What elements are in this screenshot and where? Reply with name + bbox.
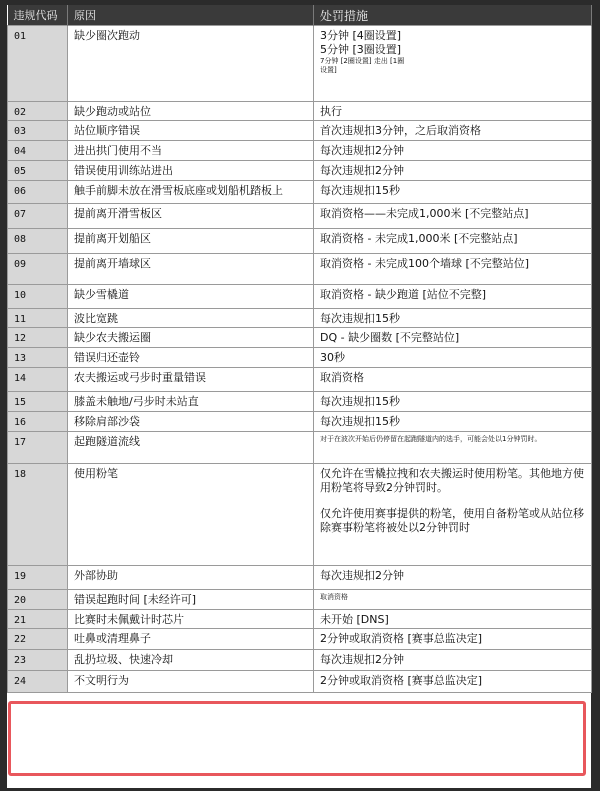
table-row (8, 26, 592, 102)
row-penalty (314, 671, 592, 693)
penalty-line: 未开始 [DNS] (320, 613, 389, 626)
penalty-line: 3分钟 [4圈设置] (320, 29, 402, 42)
row-reason: 提前离开滑雪板区 (68, 204, 314, 229)
penalty-line: 取消资格 (320, 371, 364, 384)
row-code: 21 (8, 610, 68, 629)
table-row (8, 181, 592, 204)
table-row (8, 432, 592, 464)
row-code: 06 (8, 181, 68, 204)
row-penalty (314, 629, 592, 650)
row-code: 15 (8, 392, 68, 412)
row-penalty (314, 368, 592, 392)
row-penalty (314, 161, 592, 181)
row-penalty (314, 285, 592, 309)
row-penalty (314, 121, 592, 141)
row-reason: 起跑隧道流线 (68, 432, 314, 464)
row-reason: 缺少农夫搬运圈 (68, 328, 314, 348)
row-code: 16 (8, 412, 68, 432)
table-row (8, 392, 592, 412)
penalty-line: 执行 (320, 105, 342, 118)
header-penalty: 处罚措施 (314, 5, 592, 26)
table-row (8, 590, 592, 610)
table-row (8, 229, 592, 254)
row-reason: 不文明行为 (68, 671, 314, 693)
row-code: 11 (8, 309, 68, 328)
penalty-line: 2分钟或取消资格 [赛事总监决定] (320, 632, 483, 645)
table-row (8, 121, 592, 141)
table-row (8, 368, 592, 392)
penalty-line: 取消资格 - 未完成1,000米 [不完整站点] (320, 232, 518, 245)
row-penalty (314, 254, 592, 285)
row-reason: 使用粉笔 (68, 464, 314, 566)
row-code: 03 (8, 121, 68, 141)
table-row (8, 464, 592, 566)
table-row (8, 610, 592, 629)
row-code: 05 (8, 161, 68, 181)
row-code: 02 (8, 102, 68, 121)
row-reason: 进出拱门使用不当 (68, 141, 314, 161)
table-row (8, 204, 592, 229)
row-penalty (314, 590, 592, 610)
table-row (8, 348, 592, 368)
header-reason: 原因 (68, 5, 314, 26)
row-reason: 波比宽跳 (68, 309, 314, 328)
penalty-line: 5分钟 [3圈设置] (320, 43, 402, 56)
row-reason: 触手前脚未放在滑雪板底座或划船机踏板上 (68, 181, 314, 204)
row-penalty (314, 328, 592, 348)
penalty-line: 每次违规扣2分钟 (320, 569, 404, 582)
row-penalty (314, 26, 592, 102)
penalty-note: 对于在波次开始后仍停留在起跑隧道内的选手，可能会处以1分钟罚时。 (320, 435, 542, 443)
row-reason: 错误归还壶铃 (68, 348, 314, 368)
row-reason: 缺少跑动或站位 (68, 102, 314, 121)
row-penalty (314, 464, 592, 566)
table-row (8, 102, 592, 121)
row-code: 01 (8, 26, 68, 102)
row-reason: 比赛时未佩戴计时芯片 (68, 610, 314, 629)
penalty-line: 每次违规扣2分钟 (320, 164, 404, 177)
header-code: 违规代码 (8, 5, 68, 26)
row-code: 14 (8, 368, 68, 392)
penalty-line: 每次违规扣2分钟 (320, 144, 404, 157)
row-code: 22 (8, 629, 68, 650)
row-code: 23 (8, 650, 68, 671)
penalty-line: 每次违规扣15秒 (320, 395, 400, 408)
penalty-line: 每次违规扣15秒 (320, 312, 400, 325)
table-header-row (8, 5, 592, 26)
row-penalty (314, 610, 592, 629)
table-row (8, 328, 592, 348)
row-penalty (314, 412, 592, 432)
penalty-line: 仅允许使用赛事提供的粉笔，使用自备粉笔或从站位移除赛事粉笔将被处以2分钟罚时 (320, 507, 584, 534)
row-penalty (314, 181, 592, 204)
table-row (8, 650, 592, 671)
penalty-line: 取消资格 - 缺少跑道 [站位不完整] (320, 288, 487, 301)
table-row (8, 566, 592, 590)
row-penalty (314, 204, 592, 229)
table-row (8, 671, 592, 693)
row-penalty (314, 229, 592, 254)
row-code: 12 (8, 328, 68, 348)
penalty-line: 每次违规扣2分钟 (320, 653, 404, 666)
row-reason: 农夫搬运或弓步时重量错误 (68, 368, 314, 392)
row-penalty (314, 309, 592, 328)
row-penalty (314, 141, 592, 161)
row-reason: 缺少雪橇道 (68, 285, 314, 309)
penalty-line: 仅允许在雪橇拉拽和农夫搬运时使用粉笔。其他地方使用粉笔将导致2分钟罚时。 (320, 467, 584, 494)
table-row (8, 629, 592, 650)
row-reason: 吐鼻或清理鼻子 (68, 629, 314, 650)
row-penalty (314, 102, 592, 121)
row-penalty (314, 432, 592, 464)
penalty-note: 7分钟 [2圈设置] 走出 [1圈 (320, 57, 405, 65)
row-reason: 提前离开墙球区 (68, 254, 314, 285)
row-penalty (314, 650, 592, 671)
penalty-table (7, 5, 592, 693)
penalty-line: 取消资格——未完成1,000米 [不完整站点] (320, 207, 529, 220)
row-code: 07 (8, 204, 68, 229)
penalty-line: 30秒 (320, 351, 345, 364)
rules-document (7, 5, 591, 788)
penalty-line: 首次违规扣3分钟，之后取消资格 (320, 124, 481, 137)
row-code: 09 (8, 254, 68, 285)
table-row (8, 141, 592, 161)
penalty-line: 2分钟或取消资格 [赛事总监决定] (320, 674, 483, 687)
table-row (8, 412, 592, 432)
row-code: 10 (8, 285, 68, 309)
penalty-line: 每次违规扣15秒 (320, 415, 400, 428)
row-reason: 膝盖未触地/弓步时未站直 (68, 392, 314, 412)
table-row (8, 254, 592, 285)
row-penalty (314, 348, 592, 368)
row-code: 20 (8, 590, 68, 610)
row-reason: 错误使用训练站进出 (68, 161, 314, 181)
row-code: 08 (8, 229, 68, 254)
penalty-note: 设置] (320, 66, 337, 74)
table-row (8, 285, 592, 309)
penalty-line: 每次违规扣15秒 (320, 184, 400, 197)
penalty-line: 取消资格 - 未完成100个墙球 [不完整站位] (320, 257, 530, 270)
row-reason: 错误起跑时间 [未经许可] (68, 590, 314, 610)
penalty-note: 取消资格 (320, 593, 348, 601)
row-code: 04 (8, 141, 68, 161)
row-reason: 站位顺序错误 (68, 121, 314, 141)
row-code: 24 (8, 671, 68, 693)
row-reason: 外部协助 (68, 566, 314, 590)
penalty-line: DQ - 缺少圈数 [不完整站位] (320, 331, 460, 344)
table-row (8, 309, 592, 328)
row-reason: 提前离开划船区 (68, 229, 314, 254)
table-row (8, 161, 592, 181)
row-reason: 移除肩部沙袋 (68, 412, 314, 432)
row-penalty (314, 566, 592, 590)
row-code: 17 (8, 432, 68, 464)
row-code: 19 (8, 566, 68, 590)
row-reason: 缺少圈次跑动 (68, 26, 314, 102)
row-code: 18 (8, 464, 68, 566)
row-code: 13 (8, 348, 68, 368)
row-penalty (314, 392, 592, 412)
row-reason: 乱扔垃圾、快速冷却 (68, 650, 314, 671)
